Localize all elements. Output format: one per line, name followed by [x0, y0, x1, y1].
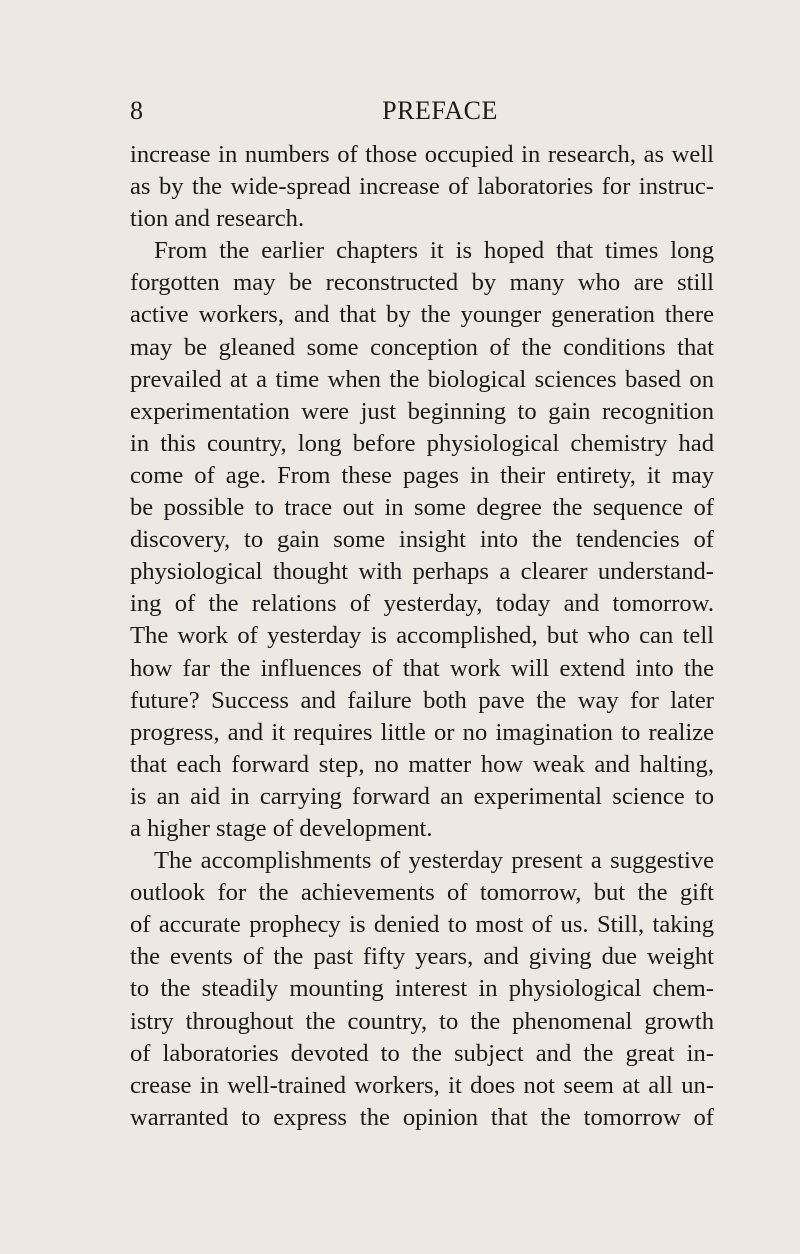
text-line-19: progress, and it requires little or no imagination to realize — [130, 718, 714, 746]
text-line-2: as by the wide-spread increase of laboratories for instruc- — [130, 173, 714, 201]
text-line-16: The work of yesterday is accomplished, but who can tell — [130, 622, 714, 650]
text-line-12: be possible to trace out in some degree the sequence of — [130, 494, 714, 522]
text-line-6: active workers, and that by the younger generation there — [130, 301, 714, 329]
text-line-7: may be gleaned some conception of the conditions that — [130, 333, 714, 361]
text-line-31: warranted to express the opinion that the tomorrow of — [130, 1103, 714, 1131]
text-line-21: is an aid in carrying forward an experimental science to — [130, 782, 714, 810]
text-line-26: the events of the past fifty years, and giving due weight — [130, 943, 714, 971]
text-line-22: a higher stage of development. — [130, 814, 433, 842]
text-line-18: future? Success and failure both pave the way for later — [130, 686, 714, 714]
text-line-10: in this country, long before physiological chemistry had — [130, 429, 714, 457]
text-line-24: outlook for the achievements of tomorrow, but the gift — [130, 879, 714, 907]
text-line-1: increase in numbers of those occupied in research, as well — [130, 141, 714, 168]
text-line-17: how far the influences of that work will extend into the — [130, 654, 714, 682]
text-line-27: to the steadily mounting interest in physiological chem- — [130, 975, 714, 1003]
text-line-4: From the earlier chapters it is hoped that times long — [154, 237, 714, 265]
text-line-15: ing of the relations of yesterday, today and tomorrow. — [130, 590, 714, 618]
text-line-23: The accomplishments of yesterday present a suggestive — [154, 847, 714, 875]
text-line-29: of laboratories devoted to the subject and the great in- — [130, 1039, 714, 1067]
text-line-25: of accurate prophecy is denied to most of us. Still, taking — [130, 911, 714, 939]
running-title: PREFACE — [382, 96, 498, 125]
text-line-3: tion and research. — [130, 205, 305, 233]
text-line-30: crease in well-trained workers, it does not seem at all un- — [130, 1071, 714, 1099]
text-line-28: istry throughout the country, to the phenomenal growth — [130, 1007, 714, 1035]
text-line-14: physiological thought with perhaps a clearer understand- — [130, 558, 714, 586]
text-line-5: forgotten may be reconstructed by many who are still — [130, 269, 714, 297]
text-line-20: that each forward step, no matter how weak and halting, — [130, 750, 714, 778]
text-line-11: come of age. From these pages in their entirety, it may — [130, 461, 714, 489]
body-text — [130, 139, 714, 1134]
text-line-13: discovery, to gain some insight into the tendencies of — [130, 526, 714, 554]
text-line-8: prevailed at a time when the biological sciences based on — [130, 365, 714, 393]
running-head — [130, 96, 714, 126]
page-number: 8 — [130, 96, 143, 125]
text-line-9: experimentation were just beginning to gain recognition — [130, 397, 714, 425]
